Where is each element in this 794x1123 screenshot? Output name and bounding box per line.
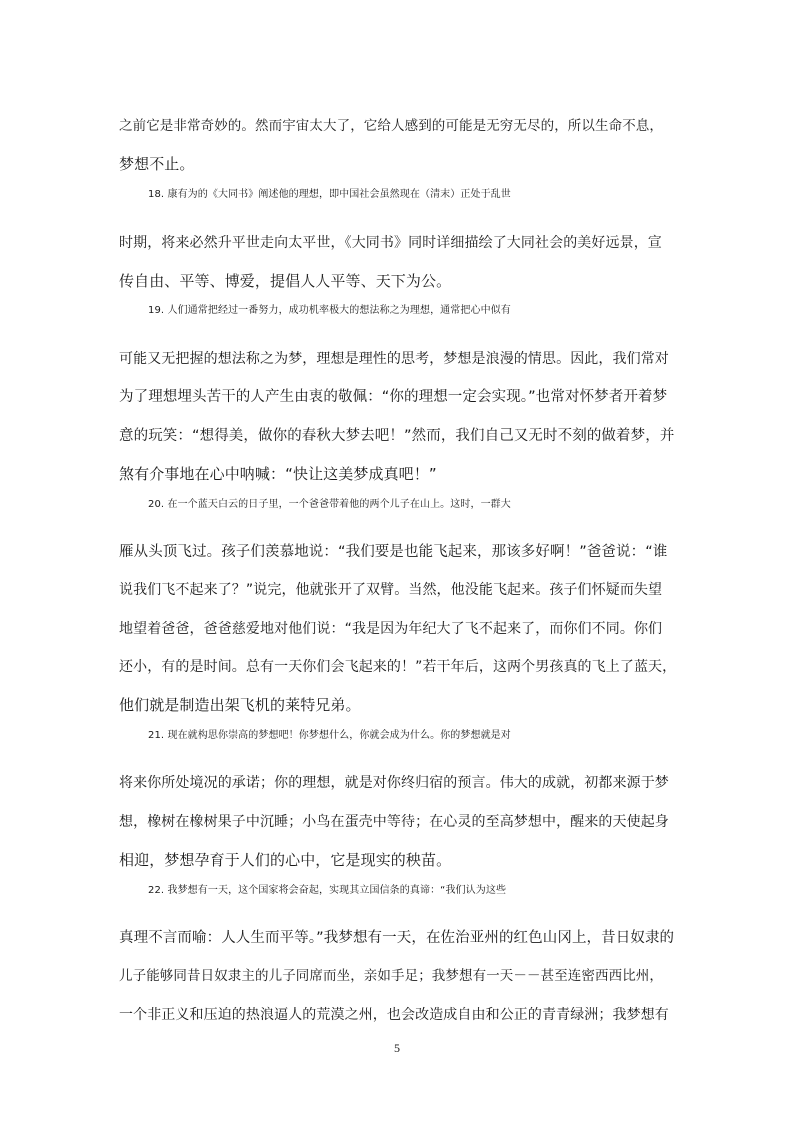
text-line: 真理不言而喻：人人生而平等。”我梦想有一天，在佐治亚州的红色山冈上，昔日奴隶的	[119, 930, 675, 946]
text-line: 为了理想埋头苦干的人产生由衷的敬佩：“你的理想一定会实现。”也常对怀梦者开着梦	[119, 389, 668, 405]
text-line: 可能又无把握的想法称之为梦，理想是理性的思考，梦想是浪漫的情思。因此，我们常对	[119, 351, 669, 367]
paragraph-21-start: 21. 现在就构思你崇高的梦想吧！你梦想什么，你就会成为什么。你的梦想就是对	[148, 730, 511, 741]
text-line: 还小，有的是时间。总有一天你们会飞起来的！”若干年后，这两个男孩真的飞上了蓝天，	[119, 659, 677, 675]
text-line: 一个非正义和压迫的热浪逼人的荒漠之州，也会改造成自由和公正的青青绿洲；我梦想有	[119, 1007, 669, 1023]
text-line: 地望着爸爸，爸爸慈爱地对他们说：“我是因为年纪大了飞不起来了，而你们不同。你们	[119, 621, 663, 637]
paragraph-22-start: 22. 我梦想有一天，这个国家将会奋起，实现其立国信条的真谛：“我们认为这些	[148, 885, 507, 896]
paragraph-18-start: 18. 康有为的《大同书》阐述他的理想，即中国社会虽然现在（清末）正处于乱世	[148, 189, 511, 200]
text-line: 煞有介事地在心中呐喊：“快让这美梦成真吧！”	[119, 465, 437, 483]
text-line: 相迎，梦想孕育于人们的心中，它是现实的秧苗。	[119, 851, 452, 869]
text-line: 时期，将来必然升平世走向太平世，《大同书》同时详细描绘了大同社会的美好远景，宣	[119, 235, 662, 251]
text-line: 雁从头顶飞过。孩子们羡慕地说：“我们要是也能飞起来，那该多好啊！”爸爸说：“谁	[119, 544, 668, 560]
text-line: 之前它是非常奇妙的。然而宇宙太大了，它给人感到的可能是无穷无尽的，所以生命不息，	[119, 118, 663, 134]
text-line: 想，橡树在橡树果子中沉睡；小鸟在蛋壳中等待；在心灵的至高梦想中，醒来的天使起身	[119, 814, 669, 830]
text-line: 传自由、平等、博爱，提倡人人平等、天下为公。	[119, 272, 452, 290]
text-line: 他们就是制造出架飞机的莱特兄弟。	[119, 696, 361, 714]
text-line: 说我们飞不起来了？”说完，他就张开了双臂。当然，他没能飞起来。孩子们怀疑而失望	[119, 582, 663, 598]
text-line: 儿子能够同昔日奴隶主的儿子同席而坐，亲如手足；我梦想有一天－－甚至连密西西比州，	[119, 968, 663, 984]
text-line: 意的玩笑：“想得美，做你的春秋大梦去吧！”然而，我们自己又无时不刻的做着梦，并	[119, 428, 675, 444]
page-number: 5	[394, 1041, 400, 1055]
paragraph-19-start: 19. 人们通常把经过一番努力，成功机率极大的想法称之为理想，通常把心中似有	[148, 305, 511, 316]
text-line: 梦想不止。	[119, 155, 195, 173]
paragraph-20-start: 20. 在一个蓝天白云的日子里，一个爸爸带着他的两个儿子在山上。这时，一群大	[148, 499, 511, 510]
text-line: 将来你所处境况的承诺；你的理想，就是对你终归宿的预言。伟大的成就，初都来源于梦	[119, 775, 669, 791]
